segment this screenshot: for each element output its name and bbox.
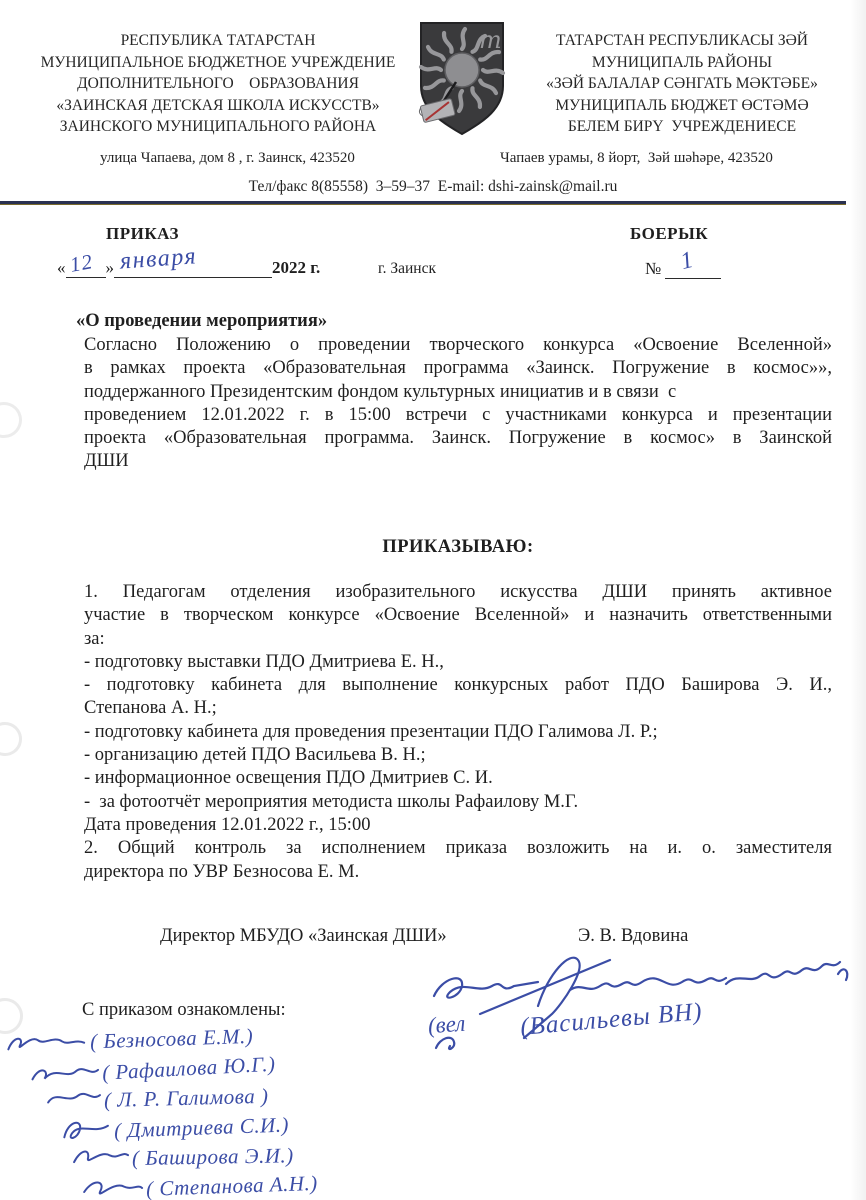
- intro-line: ДШИ: [84, 451, 129, 472]
- date-line: [57, 243, 321, 278]
- order-line: за:: [84, 628, 105, 649]
- day-underline: [66, 249, 106, 278]
- signature-scribble-icon: [70, 1143, 132, 1172]
- number-sign: №: [645, 259, 662, 278]
- org-line: БЕЛЕМ БИРҮ УЧРЕЖДЕНИЕСЕ: [567, 118, 797, 135]
- year: 2022 г.: [272, 258, 321, 277]
- quote-open: «: [57, 258, 66, 277]
- order-line: - организацию детей ПДО Васильева В. Н.;: [84, 745, 426, 766]
- ack-name: ( Безносова Е.М.): [89, 1023, 254, 1053]
- teacher-ack-signature: (Васильевы ВН): [519, 998, 704, 1041]
- ack-name: ( Баширова Э.И.): [131, 1142, 294, 1170]
- ack-name: ( Степанова А.Н.): [145, 1169, 319, 1200]
- ack-name: ( Дмитриева С.И.): [113, 1111, 290, 1142]
- intro-paragraph: [84, 334, 832, 474]
- org-line: МУНИЦИПАЛЬНОЕ БЮДЖЕТНОЕ УЧРЕЖДЕНИЕ: [40, 53, 396, 71]
- number-underline: [665, 246, 721, 279]
- header-divider: [0, 201, 846, 205]
- order-items: [84, 581, 832, 884]
- signature-scribble-icon: [80, 1173, 147, 1200]
- resolve-heading: ПРИКАЗЫВАЮ:: [382, 537, 534, 557]
- handwritten-month: января: [119, 243, 198, 275]
- org-line: «ЗӘЙ БАЛАЛАР СӘНГАТЬ МӘКТӘБЕ»: [546, 75, 818, 92]
- subject-title: «О проведении мероприятия»: [76, 311, 328, 331]
- order-heading-tt: БОЕРЫК: [630, 224, 709, 243]
- org-line: МУНИЦИПАЛЬ РАЙОНЫ: [591, 53, 773, 71]
- order-line: - подготовку кабинета для выполнение конкурсных работ ПДО Баширова Э. И.,: [84, 675, 832, 696]
- svg-text:m: m: [479, 26, 502, 54]
- scan-artifact: [0, 397, 27, 443]
- scan-artifact: [0, 719, 25, 758]
- org-name-russian: [28, 30, 408, 138]
- quote-close: »: [105, 258, 114, 277]
- intro-line: проведением 12.01.2022 г. в 15:00 встречи с участниками конкурса и презентации: [84, 404, 832, 425]
- order-line: 2. Общий контроль за исполнением приказа возложить на и. о. заместителя: [84, 838, 832, 859]
- ack-name: ( Рафаилова Ю.Г.): [101, 1050, 276, 1084]
- order-heading-ru: ПРИКАЗ: [106, 224, 179, 243]
- order-line: участие в творческом конкурсе «Освоение Вселенной» и назначить ответственными: [84, 605, 832, 626]
- signature-note: (вел: [427, 1010, 467, 1039]
- ack-heading: С приказом ознакомлены:: [82, 1000, 286, 1020]
- order-line: - подготовку выставки ПДО Дмитриева Е. Н.,: [84, 651, 444, 672]
- order-line: 1. Педагогам отделения изобразительного искусства ДШИ принять активное: [84, 582, 832, 602]
- address-russian: улица Чапаева, дом 8 , г. Заинск, 423520: [100, 150, 355, 166]
- place: г. Заинск: [378, 260, 437, 277]
- signature-scribble-icon: [4, 1028, 91, 1057]
- org-name-tatar: [508, 30, 856, 138]
- order-line: - информационное освещения ПДО Дмитриев С. И.: [84, 768, 493, 789]
- org-line: ТАТАРСТАН РЕСПУБЛИКАСЫ ЗӘЙ: [556, 32, 808, 49]
- org-line: ЗАИНСКОГО МУНИЦИПАЛЬНОГО РАЙОНА: [59, 118, 377, 135]
- number-line: [645, 246, 721, 279]
- org-line: МУНИЦИПАЛЬ БЮДЖЕТ ӨСТӘМӘ: [555, 96, 809, 114]
- intro-line: в рамках проекта «Образовательная программа «Заинск. Погружение в космос»»,: [84, 358, 832, 379]
- order-line: Дата проведения 12.01.2022 г., 15:00: [84, 814, 371, 835]
- order-line: Степанова А. Н.;: [84, 698, 217, 719]
- handwritten-number: 1: [678, 246, 697, 276]
- coat-of-arms-icon: [411, 20, 513, 143]
- intro-line: поддержанного Президентским фондом культурных инициатив и в связи с: [84, 381, 677, 402]
- handwritten-day: 12: [67, 249, 95, 277]
- signature-scribble-icon: [58, 1115, 115, 1145]
- ack-name: ( Л. Р. Галимова ): [103, 1083, 269, 1112]
- address-tatar: Чапаев урамы, 8 йорт, Зәй шәһәре, 423520: [500, 150, 773, 166]
- order-line: - за фотоотчёт мероприятия методиста школы Рафаилову М.Г.: [84, 791, 579, 812]
- director-name: Э. В. Вдовина: [578, 926, 689, 946]
- intro-line: проекта «Образовательная программа. Заинск. Погружение в космос» в Заинской: [84, 428, 832, 449]
- org-line: ДОПОЛНИТЕЛЬНОГО ОБРАЗОВАНИЯ: [77, 75, 359, 92]
- order-line: директора по УВР Безносова Е. М.: [84, 861, 360, 882]
- order-line: - подготовку кабинета для проведения презентации ПДО Галимова Л. Р.;: [84, 721, 658, 742]
- org-line: «ЗАИНСКАЯ ДЕТСКАЯ ШКОЛА ИСКУССТВ»: [56, 96, 380, 114]
- org-line: РЕСПУБЛИКА ТАТАРСТАН: [120, 32, 316, 49]
- month-underline: [114, 243, 272, 278]
- director-label: Директор МБУДО «Заинская ДШИ»: [160, 926, 447, 946]
- contact-line: Тел/факс 8(85558) 3–59–37 E-mail: dshi-zainsk@mail.ru: [248, 178, 618, 195]
- intro-line: Согласно Положению о проведении творческого конкурса «Освоение Вселенной»: [84, 335, 832, 355]
- signature-scribble-icon: [44, 1087, 105, 1115]
- ack-signature-list: [4, 1022, 318, 1199]
